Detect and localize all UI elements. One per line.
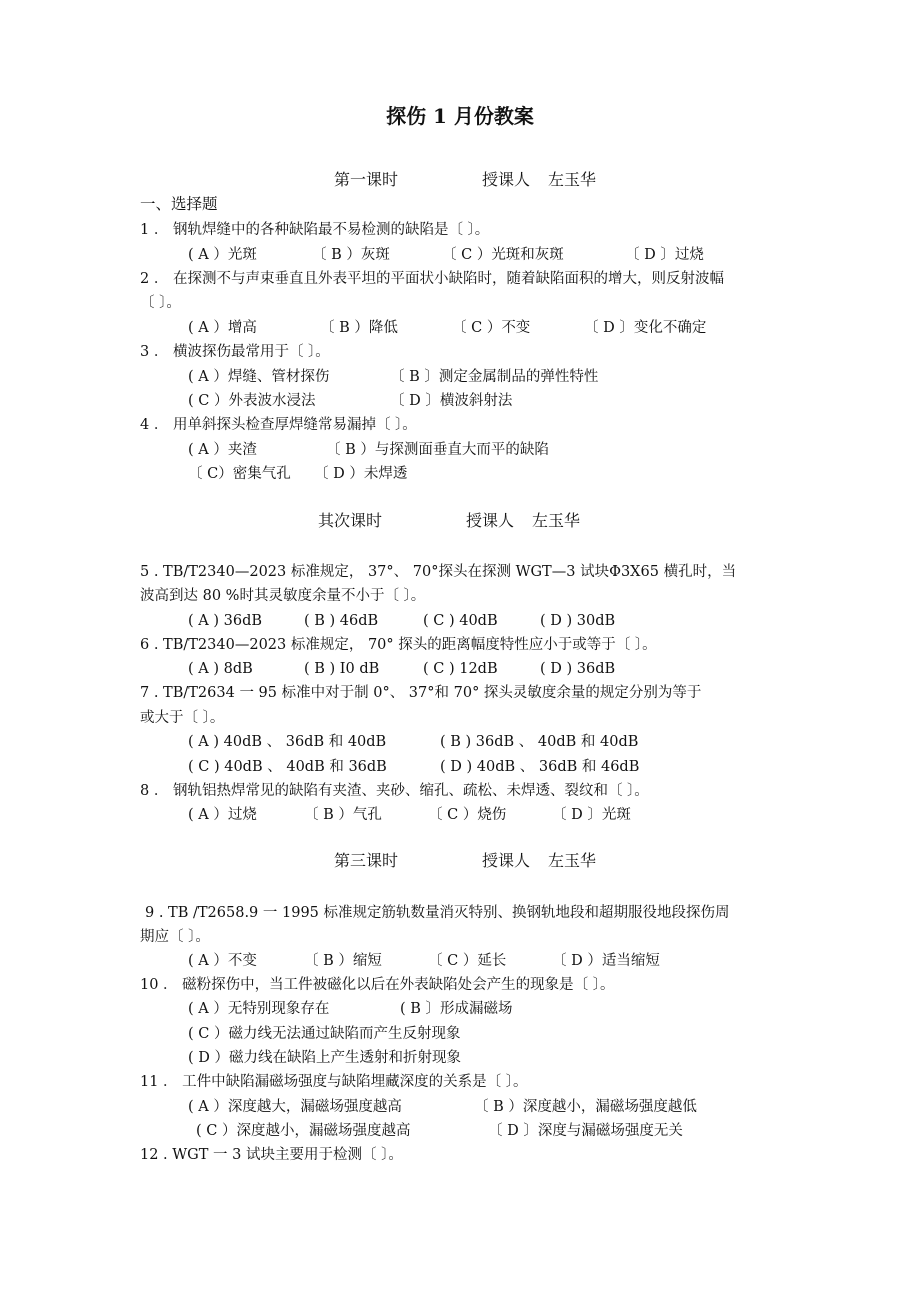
q3-option-c: ( C ）外表波水浸法 bbox=[188, 393, 316, 409]
q2-option-d: 〔 D 〕变化不确定 bbox=[584, 320, 707, 336]
q8-option-a: ( A ）过烧 bbox=[188, 807, 257, 823]
question-3: 3 ． 横波探伤最常用于〔 〕。 bbox=[140, 344, 330, 360]
q8-option-d: 〔 D 〕光斑 bbox=[552, 807, 631, 823]
question-5: 5 . TB/T2340—2023 标准规定， 37°、 70°探头在探测 WGT—3 试块Φ3X65 横孔时，当 bbox=[140, 564, 737, 580]
question-9: 9 . TB /T2658.9 一 1995 标准规定筋轨数量消灭特别、换钢轨地段和超期服役地段探伤周 bbox=[145, 905, 730, 921]
q9-option-c: 〔 C ）延长 bbox=[428, 953, 507, 969]
question-8: 8 ． 钢轨铝热焊常见的缺陷有夹渣、夹砂、缩孔、疏松、未焊透、裂纹和〔 〕。 bbox=[140, 783, 649, 799]
q6-option-c: ( C ) 12dB bbox=[423, 661, 498, 677]
q8-option-c: 〔 C ）烧伤 bbox=[428, 807, 507, 823]
q4-option-c: 〔 C）密集气孔 bbox=[188, 466, 291, 482]
q7-option-b: ( B ) 36dB 、 40dB 和 40dB bbox=[440, 734, 639, 750]
q6-option-a: ( A ) 8dB bbox=[188, 661, 253, 677]
q11-option-a: ( A ）深度越大，漏磁场强度越高 bbox=[188, 1099, 402, 1115]
q7-option-d: ( D ) 40dB 、 36dB 和 46dB bbox=[440, 759, 640, 775]
question-9-cont: 期应〔 〕。 bbox=[140, 929, 210, 945]
q10-option-c: ( C ）磁力线无法通过缺陷而产生反射现象 bbox=[188, 1026, 461, 1042]
q2-option-a: ( A ）增高 bbox=[188, 320, 257, 336]
q1-option-c: 〔 C ）光斑和灰斑 bbox=[442, 247, 564, 263]
question-5-cont: 波高到达 80 %时其灵敏度余量不小于〔 〕。 bbox=[140, 588, 426, 604]
question-10: 10 ． 磁粉探伤中，当工件被磁化以后在外表缺陷处会产生的现象是〔 〕。 bbox=[140, 977, 615, 993]
q6-option-b: ( B ) I0 dB bbox=[304, 661, 380, 677]
q3-option-b: 〔 B 〕测定金属制品的弹性特性 bbox=[390, 369, 599, 385]
teacher-label: 授课人 bbox=[466, 511, 515, 530]
document-title: 探伤 1 月份教案 bbox=[386, 104, 534, 128]
q9-option-d: 〔 D ）适当缩短 bbox=[552, 953, 660, 969]
question-11: 11 ． 工件中缺陷漏磁场强度与缺陷埋藏深度的关系是〔 〕。 bbox=[140, 1074, 528, 1090]
q9-option-b: 〔 B ）缩短 bbox=[304, 953, 382, 969]
q4-option-b: 〔 B ）与探测面垂直大而平的缺陷 bbox=[326, 442, 549, 458]
q6-option-d: ( D ) 36dB bbox=[540, 661, 616, 677]
teacher-label: 授课人 bbox=[482, 851, 531, 870]
q7-option-a: ( A ) 40dB 、 36dB 和 40dB bbox=[188, 734, 387, 750]
question-6: 6 . TB/T2340—2023 标准规定， 70° 探头的距离幅度特性应小于或等于〔 〕。 bbox=[140, 637, 657, 653]
session-header-2 bbox=[318, 510, 580, 532]
section-heading: 一、选择题 bbox=[140, 195, 218, 213]
q10-option-b: ( B 〕形成漏磁场 bbox=[400, 1001, 513, 1017]
session-name: 第三课时 bbox=[334, 851, 399, 870]
q1-option-a: ( A ）光斑 bbox=[188, 247, 257, 263]
q5-option-a: ( A ) 36dB bbox=[188, 613, 263, 629]
session-header-1 bbox=[334, 169, 596, 191]
question-4: 4 ． 用单斜探头检查厚焊缝常易漏掉〔 〕。 bbox=[140, 417, 417, 433]
question-1: 1 ． 钢轨焊缝中的各种缺陷最不易检测的缺陷是〔 〕。 bbox=[140, 222, 490, 238]
teacher-name: 左玉华 bbox=[548, 851, 597, 870]
q8-option-b: 〔 B ）气孔 bbox=[304, 807, 382, 823]
q11-option-d: 〔 D 〕深度与漏磁场强度无关 bbox=[488, 1123, 683, 1139]
q11-option-b: 〔 B ）深度越小，漏磁场强度越低 bbox=[474, 1099, 697, 1115]
q10-option-d: ( D ）磁力线在缺陷上产生透射和折射现象 bbox=[188, 1050, 461, 1066]
teacher-label: 授课人 bbox=[482, 170, 531, 189]
session-name: 第一课时 bbox=[334, 170, 399, 189]
session-name: 其次课时 bbox=[318, 511, 383, 530]
q5-option-d: ( D ) 30dB bbox=[540, 613, 616, 629]
q5-option-b: ( B ) 46dB bbox=[304, 613, 379, 629]
q1-option-b: 〔 B ）灰斑 bbox=[312, 247, 390, 263]
q4-option-d: 〔 D ）未焊透 bbox=[314, 466, 408, 482]
question-12: 12 . WGT 一 3 试块主要用于检测〔 〕。 bbox=[140, 1147, 403, 1163]
teacher-name: 左玉华 bbox=[548, 170, 597, 189]
session-header-3 bbox=[334, 850, 596, 872]
q9-option-a: ( A ）不变 bbox=[188, 953, 257, 969]
question-7: 7 . TB/T2634 一 95 标准中对于制 0°、 37°和 70° 探头灵敏度余量的规定分别为等于 bbox=[140, 685, 702, 701]
teacher-name: 左玉华 bbox=[532, 511, 581, 530]
question-2: 2 ． 在探测不与声束垂直且外表平坦的平面状小缺陷时，随着缺陷面积的增大，则反射波幅 bbox=[140, 271, 724, 287]
q2-option-c: 〔 C ）不变 bbox=[452, 320, 531, 336]
question-7-cont: 或大于〔 〕。 bbox=[140, 710, 225, 726]
q7-option-c: ( C ) 40dB 、 40dB 和 36dB bbox=[188, 759, 387, 775]
q4-option-a: ( A ）夹渣 bbox=[188, 442, 257, 458]
q1-option-d: 〔 D 〕过烧 bbox=[625, 247, 704, 263]
q10-option-a: ( A ）无特别现象存在 bbox=[188, 1001, 330, 1017]
q3-option-a: ( A ）焊缝、管材探伤 bbox=[188, 369, 330, 385]
q5-option-c: ( C ) 40dB bbox=[423, 613, 498, 629]
q11-option-c: ( C ）深度越小，漏磁场强度越高 bbox=[196, 1123, 411, 1139]
q3-option-d: 〔 D 〕横波斜射法 bbox=[390, 393, 513, 409]
q2-option-b: 〔 B ）降低 bbox=[320, 320, 398, 336]
question-2-cont: 〔 〕。 bbox=[140, 295, 181, 311]
